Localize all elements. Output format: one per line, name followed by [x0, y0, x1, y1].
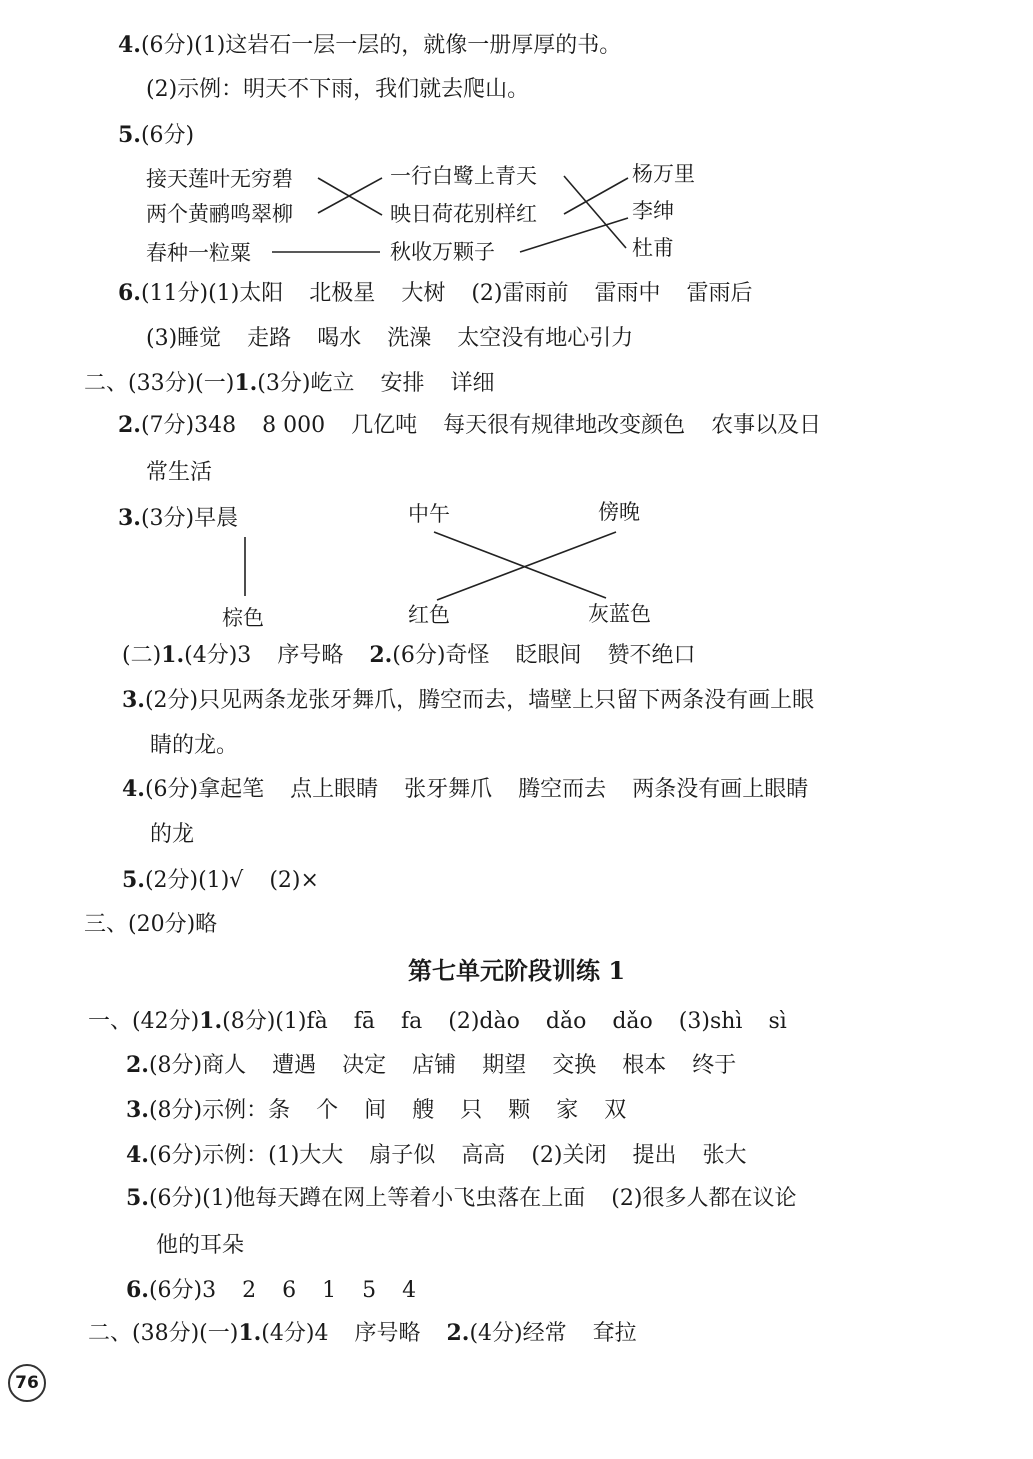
sec2-q1: 二、(33分)(一)1.(3分)屹立 安排 详细: [84, 370, 495, 396]
sec2-part2-q4-line2: 的龙: [150, 822, 195, 847]
unit7-q5-line2: 他的耳朵: [156, 1233, 245, 1258]
sec2-part2-q3-line2: 睛的龙。: [150, 733, 239, 758]
q6-line2: (3)睡觉 走路 喝水 洗澡 太空没有地心引力: [146, 326, 634, 351]
q5-left-item: 两个黄鹂鸣翠柳: [146, 202, 293, 226]
unit7-q4: 4.(6分)示例：(1)大大 扇子似 高高 (2)关闭 提出 张大: [126, 1142, 747, 1168]
sec2-q2-line2: 常生活: [146, 460, 213, 485]
unit7-q5-line1: 5.(6分)(1)他每天蹲在网上等着小飞虫落在上面 (2)很多人都在议论: [126, 1185, 797, 1211]
q5-header: 5.(6分): [118, 122, 195, 148]
q3-bottom-item: 灰蓝色: [588, 602, 651, 626]
unit7-q6: 6.(6分)3 2 6 1 5 4: [126, 1277, 417, 1303]
unit7-q1: 一、(42分)1.(8分)(1)fà fā fa (2)dào dǎo dǎo (3)shì sì: [88, 1008, 787, 1034]
sec2-part2-q5: 5.(2分)(1)√ (2)×: [122, 867, 319, 893]
q5-right-item: 杜甫: [632, 236, 674, 260]
sec2-q2-line1: 2.(7分)348 8 000 几亿吨 每天很有规律地改变颜色 农事以及日: [118, 412, 822, 438]
sec2-q3-header: 3.(3分)早晨: [118, 505, 239, 531]
q3-bottom-item: 红色: [408, 603, 450, 627]
q4-line1: 4.(6分)(1)这岩石一层一层的，就像一册厚厚的书。: [118, 32, 622, 58]
q5-right-item: 李绅: [632, 199, 674, 223]
q5-left-item: 接天莲叶无穷碧: [146, 167, 293, 191]
q5-middle-item: 映日荷花别样红: [390, 202, 537, 226]
sec2-part2-q3-line1: 3.(2分)只见两条龙张牙舞爪，腾空而去，墙壁上只留下两条没有画上眼: [122, 687, 815, 713]
page-number: 76: [8, 1364, 46, 1402]
q4-line2: (2)示例：明天不下雨，我们就去爬山。: [146, 77, 530, 102]
q3-top-item: 中午: [408, 502, 450, 526]
unit7-title: 第七单元阶段训练 1: [407, 956, 626, 985]
q3-top-item: 傍晚: [598, 500, 640, 524]
q5-middle-item: 秋收万颗子: [390, 240, 495, 264]
q3-bottom-item: 棕色: [222, 606, 264, 630]
q5-right-item: 杨万里: [632, 162, 695, 186]
q6-line1: 6.(11分)(1)太阳 北极星 大树 (2)雷雨前 雷雨中 雷雨后: [118, 280, 753, 306]
unit7-q3: 3.(8分)示例：条 个 间 艘 只 颗 家 双: [126, 1097, 627, 1123]
q5-middle-item: 一行白鹭上青天: [390, 164, 537, 188]
sec3: 三、(20分)略: [84, 912, 218, 937]
sec2-part2-q1-q2: (二)1.(4分)3 序号略 2.(6分)奇怪 眨眼间 赞不绝口: [122, 642, 696, 668]
q5-left-item: 春种一粒粟: [146, 241, 251, 265]
sec2-part2-q4-line1: 4.(6分)拿起笔 点上眼睛 张牙舞爪 腾空而去 两条没有画上眼睛: [122, 776, 809, 802]
unit7-sec2: 二、(38分)(一)1.(4分)4 序号略 2.(4分)经常 耷拉: [88, 1320, 637, 1346]
unit7-q2: 2.(8分)商人 遭遇 决定 店铺 期望 交换 根本 终于: [126, 1052, 737, 1078]
